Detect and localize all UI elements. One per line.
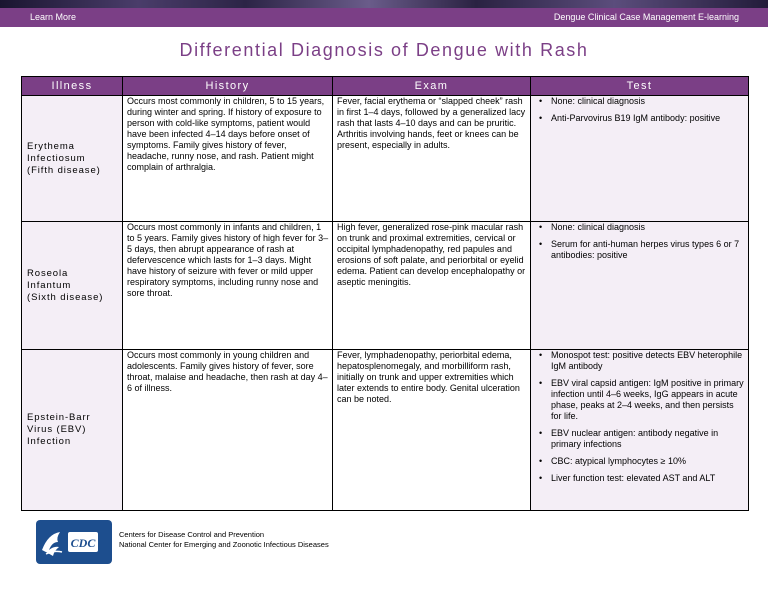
illness-name-line: (Sixth disease): [27, 291, 104, 303]
cdc-logo-text: CDC: [70, 536, 96, 550]
test-list: [535, 350, 746, 484]
illness-cell: [22, 350, 123, 511]
test-item: • CBC: atypical lymphocytes ≥ 10%: [535, 456, 746, 467]
illness-name-line: Virus (EBV): [27, 424, 87, 435]
test-item: • EBV nuclear antigen: antibody negative in primary infections: [535, 428, 746, 450]
header-exam: Exam: [333, 77, 531, 96]
history-cell: Occurs most commonly in infants and children, 1 to 5 years. Family gives history of high fever for 3–5 days, then abrupt appearance of rash at defervescence which lasts for 1–3 days. Might have history of seizure with fever or mild upper respiratory symptoms, including runny nose and sore throat.: [123, 222, 333, 350]
exam-cell: Fever, facial erythema or “slapped cheek” rash in first 1–4 days, followed by a generalized lacy rash that lasts 4–10 days and can be pruritic. Arthritis involving hands, feet or knees can be present, especially in adults.: [333, 96, 531, 222]
test-item: • None: clinical diagnosis: [535, 222, 746, 233]
test-item: • Anti-Parvovirus B19 IgM antibody: positive: [535, 113, 746, 124]
hhs-eagle-icon: [36, 520, 112, 564]
history-cell: Occurs most commonly in children, 5 to 15 years, during winter and spring. If history of exposure to person with cold-like symptoms, patient would have been infected 4–14 days before onset of symptoms. Family gives history of fever, headache, runny nose, and rash. Patient might complain of arthralgia.: [123, 96, 333, 222]
test-list: [535, 222, 746, 261]
nav-bar: [0, 8, 768, 27]
illness-name-line: Infectiosum: [27, 152, 86, 164]
illness-name-line: Epstein-Barr: [27, 412, 91, 423]
test-list: [535, 96, 746, 124]
exam-cell: High fever, generalized rose-pink macular rash on trunk and proximal extremities, cervical or occipital lymphadenopathy, red papules and erosions of soft palate, and periorbital or eyelid edema. Patient can develop encephalopathy or aseptic meningitis.: [333, 222, 531, 350]
test-item: • Monospot test: positive detects EBV heterophile IgM antibody: [535, 350, 746, 372]
table-row: [22, 222, 749, 350]
test-item: • Serum for anti-human herpes virus types 6 or 7 antibodies: positive: [535, 239, 746, 261]
diagnosis-table: [21, 76, 749, 511]
exam-cell: Fever, lymphadenopathy, periorbital edema, hepatosplenomegaly, and morbilliform rash, initially on trunk and upper extremities which later extends to entire body. Genital ulceration can be noted.: [333, 350, 531, 511]
table-row: [22, 96, 749, 222]
decorative-banner: [0, 0, 768, 8]
test-cell: [531, 96, 749, 222]
table-row: [22, 350, 749, 511]
test-item: • None: clinical diagnosis: [535, 96, 746, 107]
test-cell: [531, 350, 749, 511]
illness-cell: [22, 222, 123, 350]
illness-name-line: Roseola: [27, 267, 69, 279]
test-cell: [531, 222, 749, 350]
test-item: • Liver function test: elevated AST and ALT: [535, 473, 746, 484]
test-item: • EBV viral capsid antigen: IgM positive in primary infection until 4–6 weeks, IgG appears in acute phase, peaks at 2–4 weeks, and then persists for life.: [535, 378, 746, 422]
learn-more-link[interactable]: Learn More: [30, 12, 77, 22]
illness-name-line: Infantum: [27, 279, 72, 291]
course-title: Dengue Clinical Case Management E-learning: [553, 12, 739, 22]
hhs-cdc-logo: [36, 520, 112, 564]
history-cell: Occurs most commonly in young children and adolescents. Family gives history of fever, sore throat, malaise and headache, then rash at day 4–6 of illness.: [123, 350, 333, 511]
illness-name-line: Infection: [27, 436, 72, 447]
footer-text: [119, 530, 329, 550]
illness-name-line: (Fifth disease): [27, 164, 101, 176]
page-title: Differential Diagnosis of Dengue with Rash: [179, 40, 589, 60]
header-history: History: [123, 77, 333, 96]
table-header-row: [22, 77, 749, 96]
header-test: Test: [531, 77, 749, 96]
illness-cell: [22, 96, 123, 222]
illness-name-line: Erythema: [27, 140, 75, 152]
header-illness: Illness: [22, 77, 123, 96]
footer-line-1: Centers for Disease Control and Prevention: [119, 530, 265, 539]
footer-line-2: National Center for Emerging and Zoonotic Infectious Diseases: [119, 540, 329, 549]
